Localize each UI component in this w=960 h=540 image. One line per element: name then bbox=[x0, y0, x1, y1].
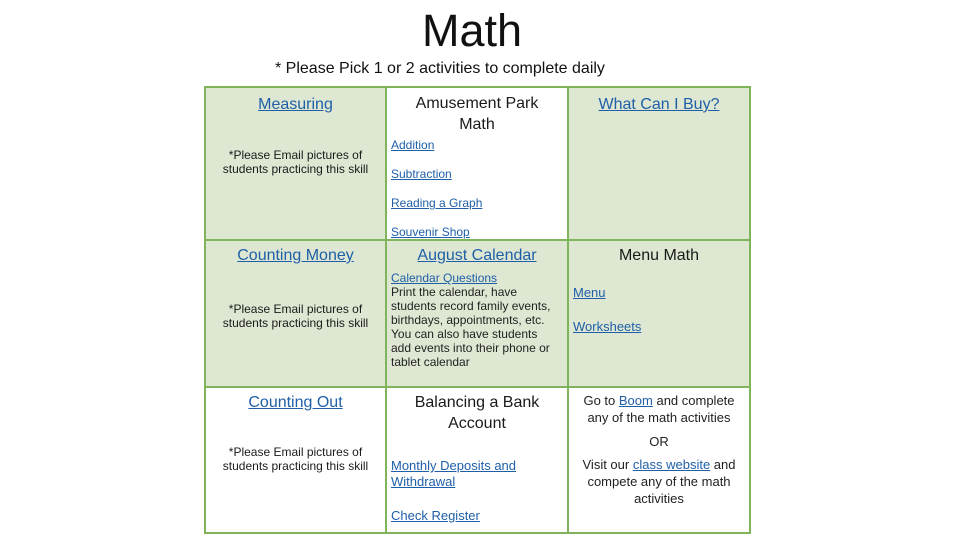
calendar-text-line: tablet calendar bbox=[391, 355, 470, 369]
calendar-text-line: students record family events, bbox=[391, 299, 551, 313]
activity-grid bbox=[204, 86, 751, 534]
visit-text-pre: Visit our bbox=[582, 457, 630, 472]
calendar-text-line: You can also have students bbox=[391, 327, 538, 341]
boom-line4: compete any of the math bbox=[587, 474, 731, 489]
bank-account-cell bbox=[386, 387, 568, 533]
visit-text-post: and bbox=[713, 457, 736, 472]
counting-out-note: *Please Email pictures of students practicing this skill bbox=[222, 445, 369, 473]
amusement-heading-line2: Math bbox=[459, 116, 495, 133]
august-calendar-cell bbox=[386, 240, 568, 387]
menu-link[interactable]: Menu bbox=[573, 285, 606, 300]
worksheets-link[interactable]: Worksheets bbox=[573, 319, 642, 334]
boom-line2: any of the math activities bbox=[587, 410, 731, 425]
reading-graph-link[interactable]: Reading a Graph bbox=[391, 196, 483, 210]
check-register-link[interactable]: Check Register bbox=[391, 508, 480, 523]
menu-math-cell bbox=[568, 240, 750, 387]
what-can-i-buy-link[interactable]: What Can I Buy? bbox=[598, 96, 720, 113]
what-can-i-buy-cell bbox=[568, 87, 750, 240]
instructions: * Please Pick 1 or 2 activities to complete daily bbox=[275, 60, 605, 77]
monthly-deposits-link-cont[interactable]: Withdrawal bbox=[391, 474, 456, 489]
counting-out-cell bbox=[205, 387, 386, 533]
boom-line5: activities bbox=[634, 491, 684, 506]
counting-money-note: *Please Email pictures of students practicing this skill bbox=[222, 302, 369, 330]
boom-text-pre: Go to bbox=[583, 393, 616, 408]
counting-money-link[interactable]: Counting Money bbox=[237, 247, 354, 264]
subtraction-link[interactable]: Subtraction bbox=[391, 167, 452, 181]
calendar-questions-link[interactable]: Calendar Questions bbox=[391, 271, 498, 285]
amusement-heading-line1: Amusement Park bbox=[415, 95, 539, 112]
boom-link[interactable]: Boom bbox=[618, 393, 653, 408]
measuring-link[interactable]: Measuring bbox=[258, 96, 333, 113]
monthly-deposits-link[interactable]: Monthly Deposits and bbox=[391, 458, 517, 473]
counting-money-cell bbox=[205, 240, 386, 387]
boom-text-post: and complete bbox=[656, 393, 735, 408]
bank-heading-line1: Balancing a Bank bbox=[414, 394, 540, 411]
menu-math-heading: Menu Math bbox=[618, 247, 700, 264]
addition-link[interactable]: Addition bbox=[391, 138, 435, 152]
souvenir-shop-link[interactable]: Souvenir Shop bbox=[391, 225, 470, 239]
measuring-cell bbox=[205, 87, 386, 240]
august-calendar-link[interactable]: August Calendar bbox=[417, 247, 537, 264]
measuring-note: *Please Email pictures of students practicing this skill bbox=[222, 148, 369, 176]
calendar-text-line: birthdays, appointments, etc. bbox=[391, 313, 545, 327]
class-website-link[interactable]: class website bbox=[632, 457, 711, 472]
or-label: OR bbox=[649, 434, 669, 449]
calendar-text-line: Print the calendar, have bbox=[391, 285, 518, 299]
boom-cell bbox=[568, 387, 750, 533]
page-title: Math bbox=[421, 5, 523, 56]
calendar-text-line: add events into their phone or bbox=[391, 341, 550, 355]
amusement-park-cell bbox=[386, 87, 568, 240]
bank-heading-line2: Account bbox=[448, 415, 506, 432]
counting-out-link[interactable]: Counting Out bbox=[248, 394, 343, 411]
